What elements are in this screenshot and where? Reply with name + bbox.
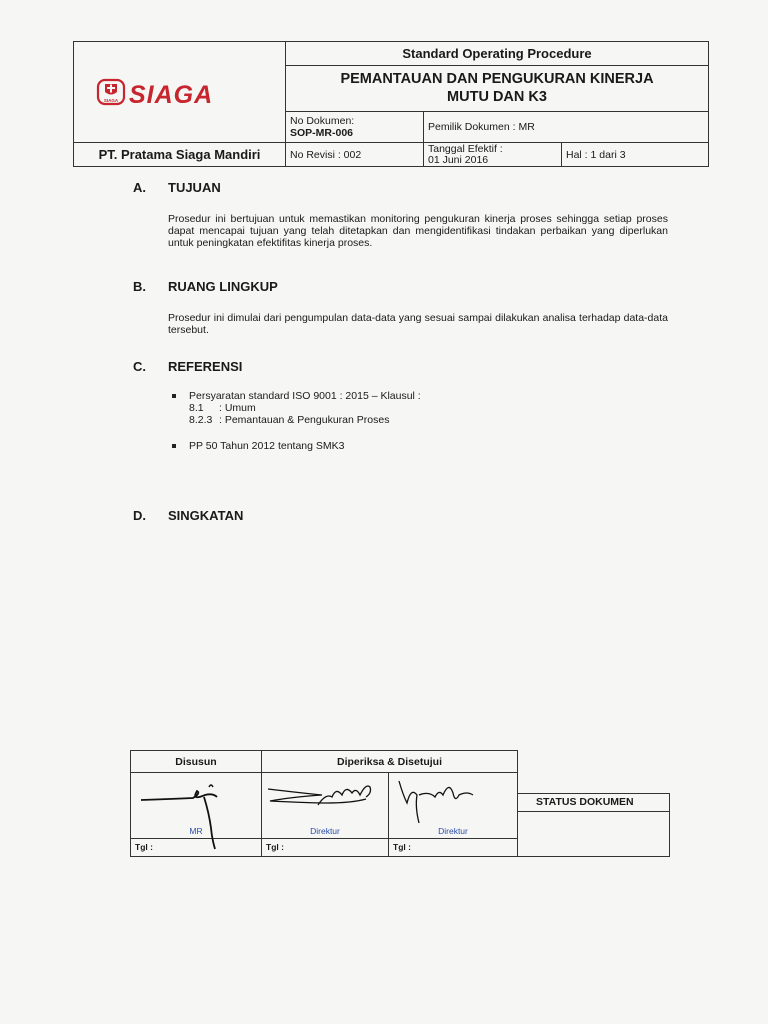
pemilik-dokumen: Pemilik Dokumen : MR bbox=[424, 112, 708, 143]
list-item bbox=[172, 440, 421, 452]
referensi-sub-1 bbox=[189, 402, 421, 414]
bullet-icon bbox=[172, 444, 176, 448]
no-dokumen-cell bbox=[286, 112, 424, 143]
section-a-title: TUJUAN bbox=[168, 180, 221, 195]
tgl-field-1: Tgl : bbox=[131, 839, 262, 856]
disusun-header: Disusun bbox=[131, 751, 262, 773]
signature-cell-mr bbox=[131, 773, 262, 839]
document-title-line2: MUTU DAN K3 bbox=[447, 89, 547, 105]
referensi-item-1: Persyaratan standard ISO 9001 : 2015 – Klausul : bbox=[189, 390, 421, 402]
role-mr: MR bbox=[189, 826, 203, 836]
section-a-heading bbox=[133, 180, 221, 195]
no-dokumen-label: No Dokumen: bbox=[290, 115, 355, 127]
referensi-sub-2 bbox=[189, 414, 421, 426]
section-a-body: Prosedur ini bertujuan untuk memastikan monitoring pengukuran kinerja proses sehingga setiap proses dapat mencapai tujuan yang telah ditetapkan dan mengidentifikasi tindakan perbaikan yang diperlukan untuk peningkatan efektifitas kinerja proses. bbox=[168, 213, 668, 249]
approval-table bbox=[130, 750, 518, 857]
halaman: Hal : 1 dari 3 bbox=[566, 149, 626, 161]
signature-cell-direktur-2 bbox=[389, 773, 517, 839]
logo-cell bbox=[74, 42, 286, 143]
tanggal-efektif-label: Tanggal Efektif : bbox=[428, 143, 503, 155]
section-c-heading bbox=[133, 359, 242, 374]
document-title-line1: PEMANTAUAN DAN PENGUKURAN KINERJA bbox=[340, 71, 654, 87]
tanggal-efektif-cell bbox=[424, 143, 562, 167]
sub-text: : Umum bbox=[219, 402, 256, 414]
referensi-list bbox=[172, 390, 421, 452]
signature-cell-direktur-1 bbox=[262, 773, 389, 839]
sop-label: Standard Operating Procedure bbox=[286, 42, 708, 66]
sub-number: 8.1 bbox=[189, 402, 204, 414]
no-revisi: No Revisi : 002 bbox=[286, 143, 424, 167]
section-b-letter: B. bbox=[133, 279, 146, 294]
section-d-title: SINGKATAN bbox=[168, 508, 244, 523]
status-dokumen-label: STATUS DOKUMEN bbox=[518, 794, 669, 812]
sub-number: 8.2.3 bbox=[189, 414, 213, 426]
section-b-heading bbox=[133, 279, 278, 294]
tgl-field-3: Tgl : bbox=[393, 842, 411, 852]
section-b-body: Prosedur ini dimulai dari pengumpulan data-data yang sesuai sampai dilakukan analisa terhadap data-data tersebut. bbox=[168, 312, 668, 336]
section-c-letter: C. bbox=[133, 359, 146, 374]
company-logo bbox=[96, 76, 266, 110]
section-d-letter: D. bbox=[133, 508, 146, 523]
company-name: PT. Pratama Siaga Mandiri bbox=[74, 143, 286, 167]
section-a-letter: A. bbox=[133, 180, 146, 195]
section-c-title: REFERENSI bbox=[168, 359, 243, 374]
no-dokumen-value: SOP-MR-006 bbox=[290, 127, 354, 139]
logo-graphic bbox=[96, 76, 266, 110]
status-dokumen-box bbox=[518, 793, 670, 857]
logo-text: SIAGA bbox=[129, 81, 214, 109]
tanggal-efektif-value: 01 Juni 2016 bbox=[428, 154, 489, 166]
bullet-icon bbox=[172, 394, 176, 398]
list-item bbox=[172, 390, 421, 426]
role-direktur-2: Direktur bbox=[438, 826, 468, 836]
role-direktur-1: Direktur bbox=[310, 826, 340, 836]
logo-badge-text: SIAGA bbox=[103, 98, 119, 103]
section-b-title: RUANG LINGKUP bbox=[168, 279, 278, 294]
section-d-heading bbox=[133, 508, 243, 523]
tgl-field-2: Tgl : bbox=[262, 839, 389, 856]
sub-text: : Pemantauan & Pengukuran Proses bbox=[219, 414, 390, 426]
diperiksa-header: Diperiksa & Disetujui bbox=[262, 751, 517, 773]
document-header-table bbox=[73, 41, 709, 167]
document-title bbox=[286, 66, 708, 112]
referensi-item-2: PP 50 Tahun 2012 tentang SMK3 bbox=[189, 440, 345, 452]
